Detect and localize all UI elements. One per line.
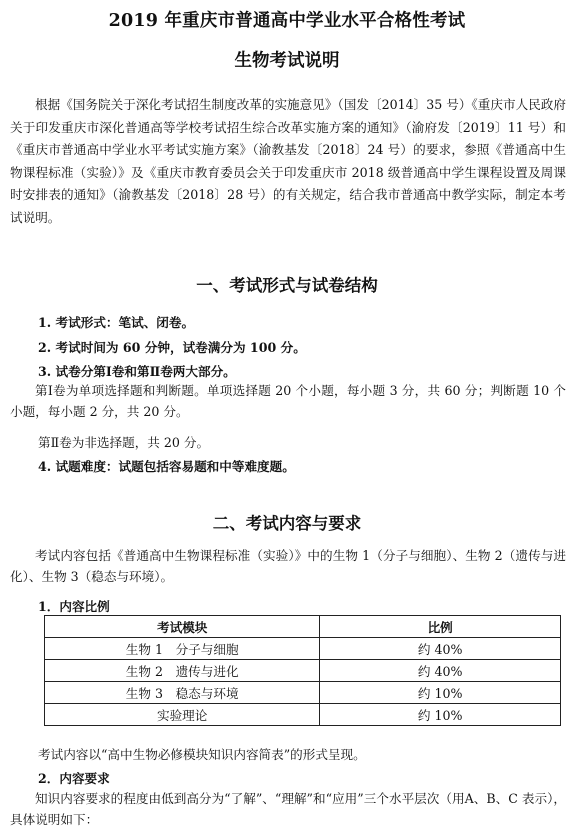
- paper2-description: 第Ⅱ卷为非选择题，共 20 分。: [38, 435, 210, 450]
- table-cell-module: 生物 2 遗传与进化: [45, 660, 320, 682]
- exam-time-item: 2. 考试时间为 60 分钟，试卷满分为 100 分。: [38, 340, 306, 355]
- table-cell-module: 生物 1 分子与细胞: [45, 638, 320, 660]
- content-ratio-heading: 1．内容比例: [38, 599, 110, 614]
- table-header-module: 考试模块: [45, 616, 320, 638]
- table-cell-module: 实验理论: [45, 704, 320, 726]
- table-cell-ratio: 约 10%: [320, 682, 561, 704]
- paper-structure-item: 3. 试卷分第Ⅰ卷和第Ⅱ卷两大部分。: [38, 364, 236, 379]
- table-row: [45, 638, 561, 660]
- table-row: [45, 682, 561, 704]
- exam-form-item: 1. 考试形式：笔试、闭卷。: [38, 315, 195, 330]
- content-scope-paragraph: 考试内容包括《普通高中生物课程标准（实验）》中的生物 1（分子与细胞）、生物 2（遗传与进化）、生物 3（稳态与环境）。: [10, 548, 566, 584]
- table-row: [45, 660, 561, 682]
- content-requirement-heading: 2．内容要求: [38, 771, 110, 786]
- document-title: 2019 年重庆市普通高中学业水平合格性考试: [108, 11, 466, 31]
- section2-heading: 二、考试内容与要求: [212, 514, 362, 533]
- table-cell-module: 生物 3 稳态与环境: [45, 682, 320, 704]
- content-ratio-table: [44, 615, 561, 726]
- table-cell-ratio: 约 40%: [320, 638, 561, 660]
- intro-paragraph: 根据《国务院关于深化考试招生制度改革的实施意见》（国发〔2014〕35 号）《重庆市人民政府关于印发重庆市深化普通高等学校考试招生综合改革实施方案的通知》（渝府发〔2019〕11 号）和《重庆市普通高中学业水平考试实施方案》（渝教基发〔2018〕24 号）的要求，参照《普通高中生物课程标准（实验）》及《重庆市教育委员会关于印发重庆市 2018 级普通高中学生课程设置及周课时安排表的通知》（渝教基发〔2018〕28 号）的有关规定，结合我市普通高中教学实际，制定本考试说明。: [10, 97, 566, 225]
- content-presentation-note: 考试内容以“高中生物必修模块知识内容简表”的形式呈现。: [38, 747, 366, 762]
- difficulty-item: 4. 试题难度：试题包括容易题和中等难度题。: [38, 459, 295, 474]
- table-cell-ratio: 约 10%: [320, 704, 561, 726]
- requirement-levels-paragraph: 知识内容要求的程度由低到高分为“了解”、“理解”和“应用”三个水平层次（用A、B、C 表示），具体说明如下：: [10, 791, 566, 827]
- table-cell-ratio: 约 40%: [320, 660, 561, 682]
- section1-heading: 一、考试形式与试卷结构: [196, 276, 378, 295]
- document-subtitle: 生物考试说明: [234, 51, 340, 71]
- table-header-row: [45, 616, 561, 638]
- table-row: [45, 704, 561, 726]
- table-header-ratio: 比例: [320, 616, 561, 638]
- paper1-description: 第Ⅰ卷为单项选择题和判断题。单项选择题 20 个小题，每小题 3 分，共 60 分；判断题 10 个小题，每小题 2 分，共 20 分。: [10, 383, 566, 419]
